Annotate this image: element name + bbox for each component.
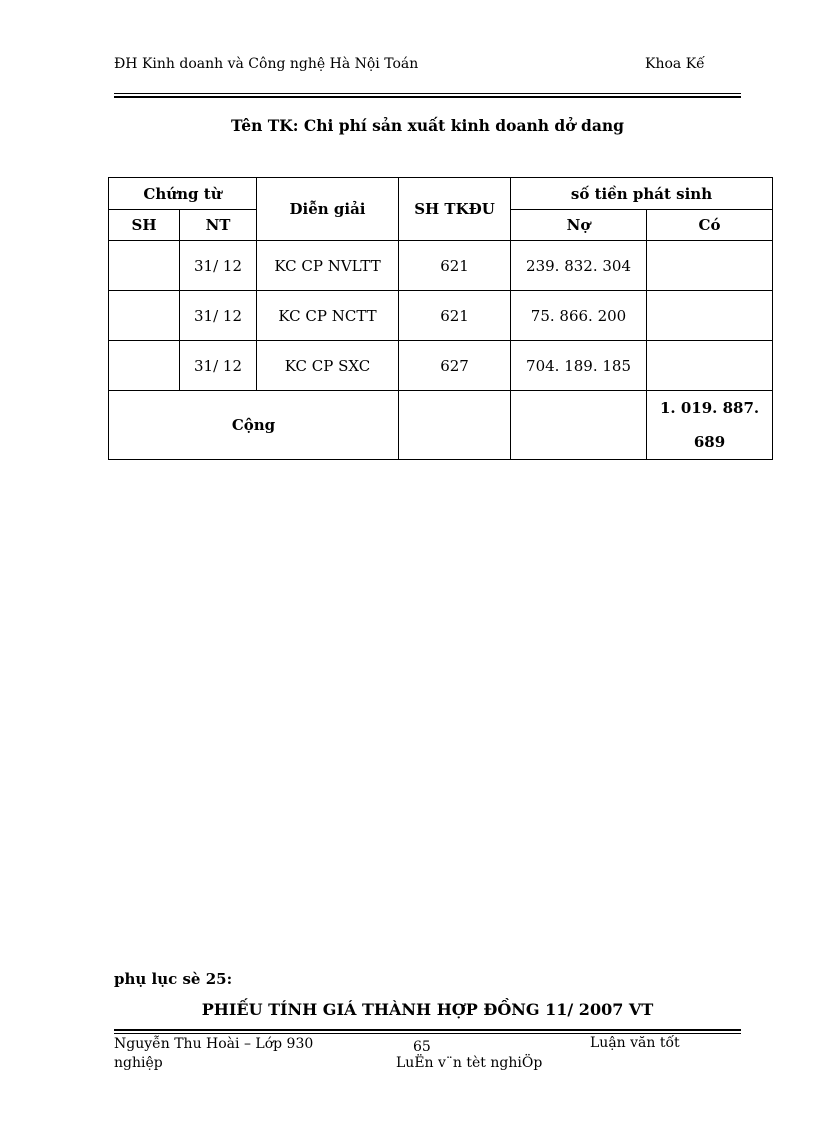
cell-sh <box>109 341 180 391</box>
cell-no: 239. 832. 304 <box>511 241 647 291</box>
cell-co <box>647 291 773 341</box>
cell-tkdu: 627 <box>399 341 511 391</box>
slip-title: PHIẾU TÍNH GIÁ THÀNH HỢP ĐỒNG 11/ 2007 VT <box>201 1000 654 1019</box>
table-row <box>109 341 773 391</box>
cell-no: 704. 189. 185 <box>511 341 647 391</box>
footer-center: LuËn v¨n tèt nghiÖp <box>396 1055 543 1071</box>
header-dien-giai: Diễn giải <box>257 178 399 241</box>
cell-dien-giai: KC CP NVLTT <box>257 241 399 291</box>
cell-nt: 31/ 12 <box>180 291 257 341</box>
cell-nt: 31/ 12 <box>180 341 257 391</box>
cell-nt: 31/ 12 <box>180 241 257 291</box>
cell-tkdu: 621 <box>399 241 511 291</box>
appendix-label: phụ lục sè 25: <box>114 970 233 988</box>
footer-right: Luận văn tốt <box>590 1035 680 1051</box>
table-row <box>109 291 773 341</box>
account-title: Tên TK: Chi phí sản xuất kinh doanh dở dang <box>231 116 624 135</box>
cell-tkdu: 621 <box>399 291 511 341</box>
cell-sh <box>109 291 180 341</box>
header-no: Nợ <box>511 210 647 241</box>
cell-dien-giai: KC CP NCTT <box>257 291 399 341</box>
footer-rule-thick <box>114 1029 741 1031</box>
table-row <box>109 241 773 291</box>
cell-no: 75. 866. 200 <box>511 291 647 341</box>
header-sh-tkdu: SH TKĐU <box>399 178 511 241</box>
header-co: Có <box>647 210 773 241</box>
footer-rule-thin <box>114 1033 741 1034</box>
footer-left: Nguyễn Thu Hoài – Lớp 930 nghiệp <box>114 1036 314 1071</box>
header-nt: NT <box>180 210 257 241</box>
cell-dien-giai: KC CP SXC <box>257 341 399 391</box>
total-no <box>511 391 647 460</box>
header-sh: SH <box>109 210 180 241</box>
header-chung-tu: Chứng từ <box>109 178 257 210</box>
header-rule-thick <box>114 96 741 98</box>
header-rule-thin <box>114 93 741 94</box>
header-so-tien: số tiền phát sinh <box>511 178 773 210</box>
ledger-table <box>108 177 773 460</box>
header-left: ĐH Kinh doanh và Công nghệ Hà Nội Toán <box>114 56 419 72</box>
total-tkdu <box>399 391 511 460</box>
header-row-1 <box>109 178 773 210</box>
total-row <box>109 391 773 460</box>
header-right: Khoa Kế <box>645 56 705 72</box>
total-co: 1. 019. 887. 689 <box>647 391 773 460</box>
cell-co <box>647 341 773 391</box>
page-number: 65 <box>413 1039 431 1055</box>
cell-co <box>647 241 773 291</box>
cell-sh <box>109 241 180 291</box>
total-label: Cộng <box>109 391 399 460</box>
